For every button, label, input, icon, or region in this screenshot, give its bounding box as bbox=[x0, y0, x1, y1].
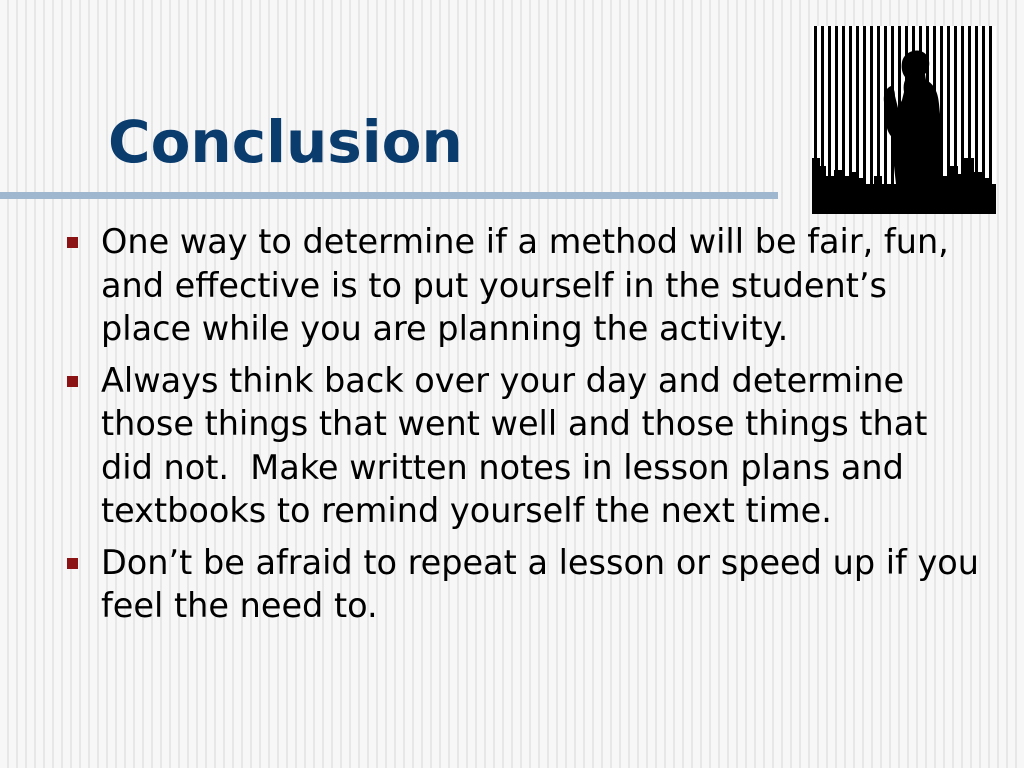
bullet-text: One way to determine if a method will be fair, fun, and effective is to put yourself in the student’s place while you are planning the activity. bbox=[101, 222, 960, 348]
bullet-item bbox=[62, 541, 990, 628]
bullet-item bbox=[62, 220, 982, 351]
square-bullet-icon bbox=[67, 376, 78, 387]
square-bullet-icon bbox=[67, 558, 78, 569]
thinking-person-silhouette-icon bbox=[812, 26, 996, 214]
bullet-item bbox=[62, 359, 982, 533]
bullet-list bbox=[62, 220, 990, 636]
slide-title: Conclusion bbox=[108, 108, 463, 176]
bullet-text: Don’t be afraid to repeat a lesson or speed up if you feel the need to. bbox=[101, 542, 990, 625]
bullet-text: Always think back over your day and determine those things that went well and those things that did not. Make written notes in lesson plans and textbooks to remind yourself the next time. bbox=[101, 360, 939, 530]
square-bullet-icon bbox=[67, 237, 78, 248]
title-underline-rule bbox=[0, 192, 778, 199]
